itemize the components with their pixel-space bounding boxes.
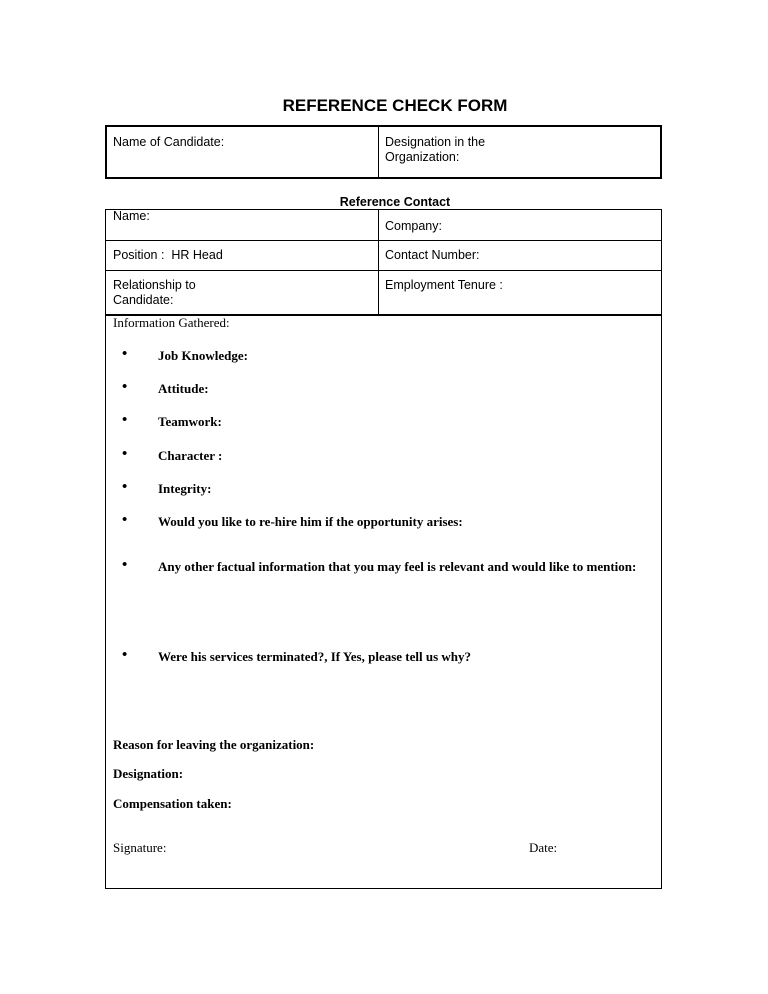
form-title: REFERENCE CHECK FORM	[282, 96, 508, 115]
relationship-label-line2: Candidate:	[113, 293, 174, 307]
bullet-text: Job Knowledge:	[158, 348, 248, 363]
compensation-label: Compensation taken:	[113, 796, 232, 811]
bullet-icon: •	[122, 346, 128, 362]
candidate-divider	[378, 126, 379, 178]
company-label: Company:	[385, 219, 442, 233]
reference-name-label: Name:	[113, 209, 150, 223]
contact-number-label: Contact Number:	[385, 248, 480, 262]
bullet-text: Were his services terminated?, If Yes, please tell us why?	[158, 649, 472, 664]
bullet-icon: •	[122, 379, 128, 395]
reference-row-divider-2	[105, 270, 662, 271]
bullet-text: Teamwork:	[158, 414, 222, 429]
bullet-text: Integrity:	[158, 481, 212, 496]
bullet-icon: •	[122, 647, 128, 663]
reference-row-divider-1	[105, 240, 662, 241]
bullet-icon: •	[122, 412, 128, 428]
bullet-text: Any other factual information that you may feel is relevant and would like to mention:	[158, 559, 637, 574]
reason-for-leaving-label: Reason for leaving the organization:	[113, 737, 315, 752]
relationship-label-line1: Relationship to	[113, 278, 196, 292]
bullet-icon: •	[122, 479, 128, 495]
bullet-text: Attitude:	[158, 381, 209, 396]
designation-label-line1: Designation in the	[385, 135, 486, 149]
employment-tenure-label: Employment Tenure :	[385, 278, 503, 292]
closing-designation-label: Designation:	[113, 766, 184, 781]
bullet-icon: •	[122, 557, 128, 573]
bullet-icon: •	[122, 446, 128, 462]
candidate-name-label: Name of Candidate:	[113, 135, 225, 149]
candidate-section	[105, 125, 662, 179]
bullet-text: Character :	[158, 448, 223, 463]
designation-label-line2: Organization:	[385, 150, 460, 164]
reference-contact-divider	[378, 209, 379, 315]
information-gathered-label: Information Gathered:	[113, 315, 230, 330]
signature-label: Signature:	[113, 840, 167, 855]
bullet-icon: •	[122, 512, 128, 528]
position-label: Position : HR Head	[113, 248, 223, 262]
reference-contact-heading: Reference Contact	[339, 195, 451, 209]
bullet-text: Would you like to re-hire him if the opportunity arises:	[158, 514, 463, 529]
date-label: Date:	[529, 840, 558, 855]
